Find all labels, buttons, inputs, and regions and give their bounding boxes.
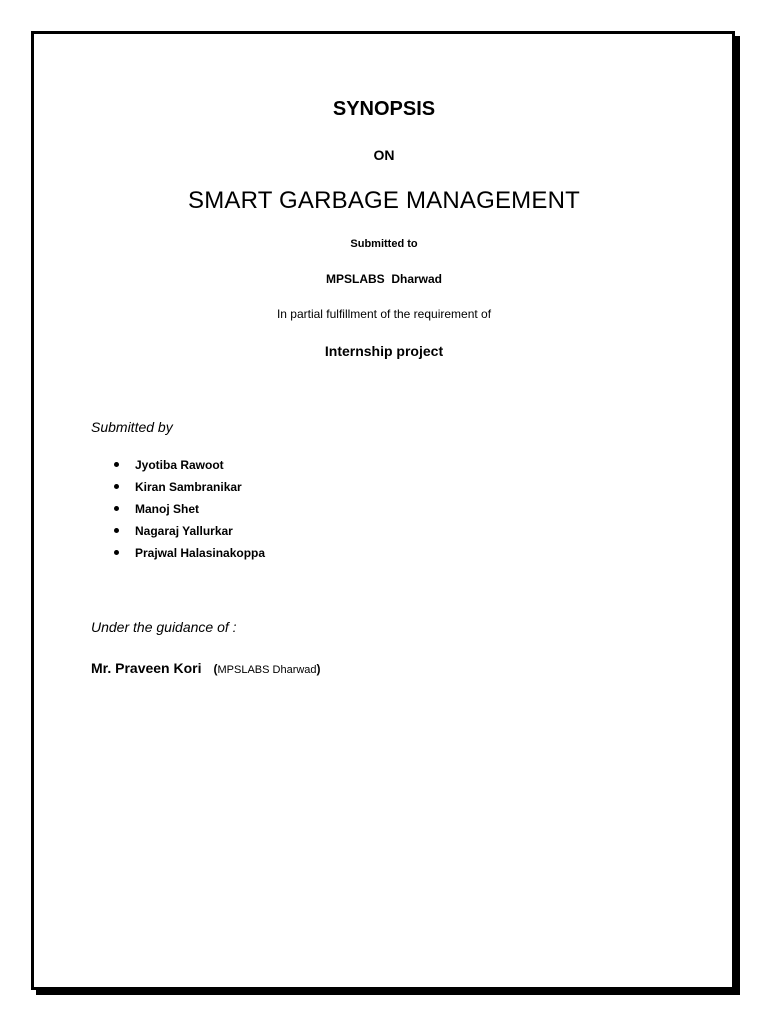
team-member-name: Nagaraj Yallurkar <box>135 524 233 538</box>
bullet-icon <box>114 484 119 489</box>
submitted-to-label: Submitted to <box>350 238 418 250</box>
guide-affiliation-open-paren: ( <box>213 662 218 676</box>
bullet-icon <box>114 506 119 511</box>
guide-line <box>91 660 321 676</box>
bullet-icon <box>114 528 119 533</box>
heading-connector: ON <box>373 147 395 163</box>
guide-affiliation: MPSLABS Dharwad <box>217 664 317 676</box>
project-title: SMART GARBAGE MANAGEMENT <box>188 187 580 214</box>
list-item <box>91 544 265 566</box>
organization-name: MPSLABS Dharwad <box>325 272 442 286</box>
bullet-icon <box>114 462 119 467</box>
list-item <box>91 500 265 522</box>
team-member-list <box>91 456 265 566</box>
team-member-name: Kiran Sambranikar <box>135 480 242 494</box>
document-heading: SYNOPSIS <box>332 98 436 120</box>
team-member-name: Prajwal Halasinakoppa <box>135 546 266 560</box>
list-item <box>91 478 265 500</box>
guidance-label: Under the guidance of : <box>91 619 237 635</box>
project-type: Internship project <box>324 343 444 359</box>
bullet-icon <box>114 550 119 555</box>
team-member-name: Jyotiba Rawoot <box>135 458 224 472</box>
team-member-name: Manoj Shet <box>135 502 200 516</box>
guide-affiliation-close-paren: ) <box>316 662 321 676</box>
list-item <box>91 456 265 478</box>
list-item <box>91 522 265 544</box>
guide-name: Mr. Praveen Kori <box>91 660 202 676</box>
fulfillment-text: In partial fulfillment of the requirement of <box>276 307 492 321</box>
submitted-by-label: Submitted by <box>91 419 173 435</box>
